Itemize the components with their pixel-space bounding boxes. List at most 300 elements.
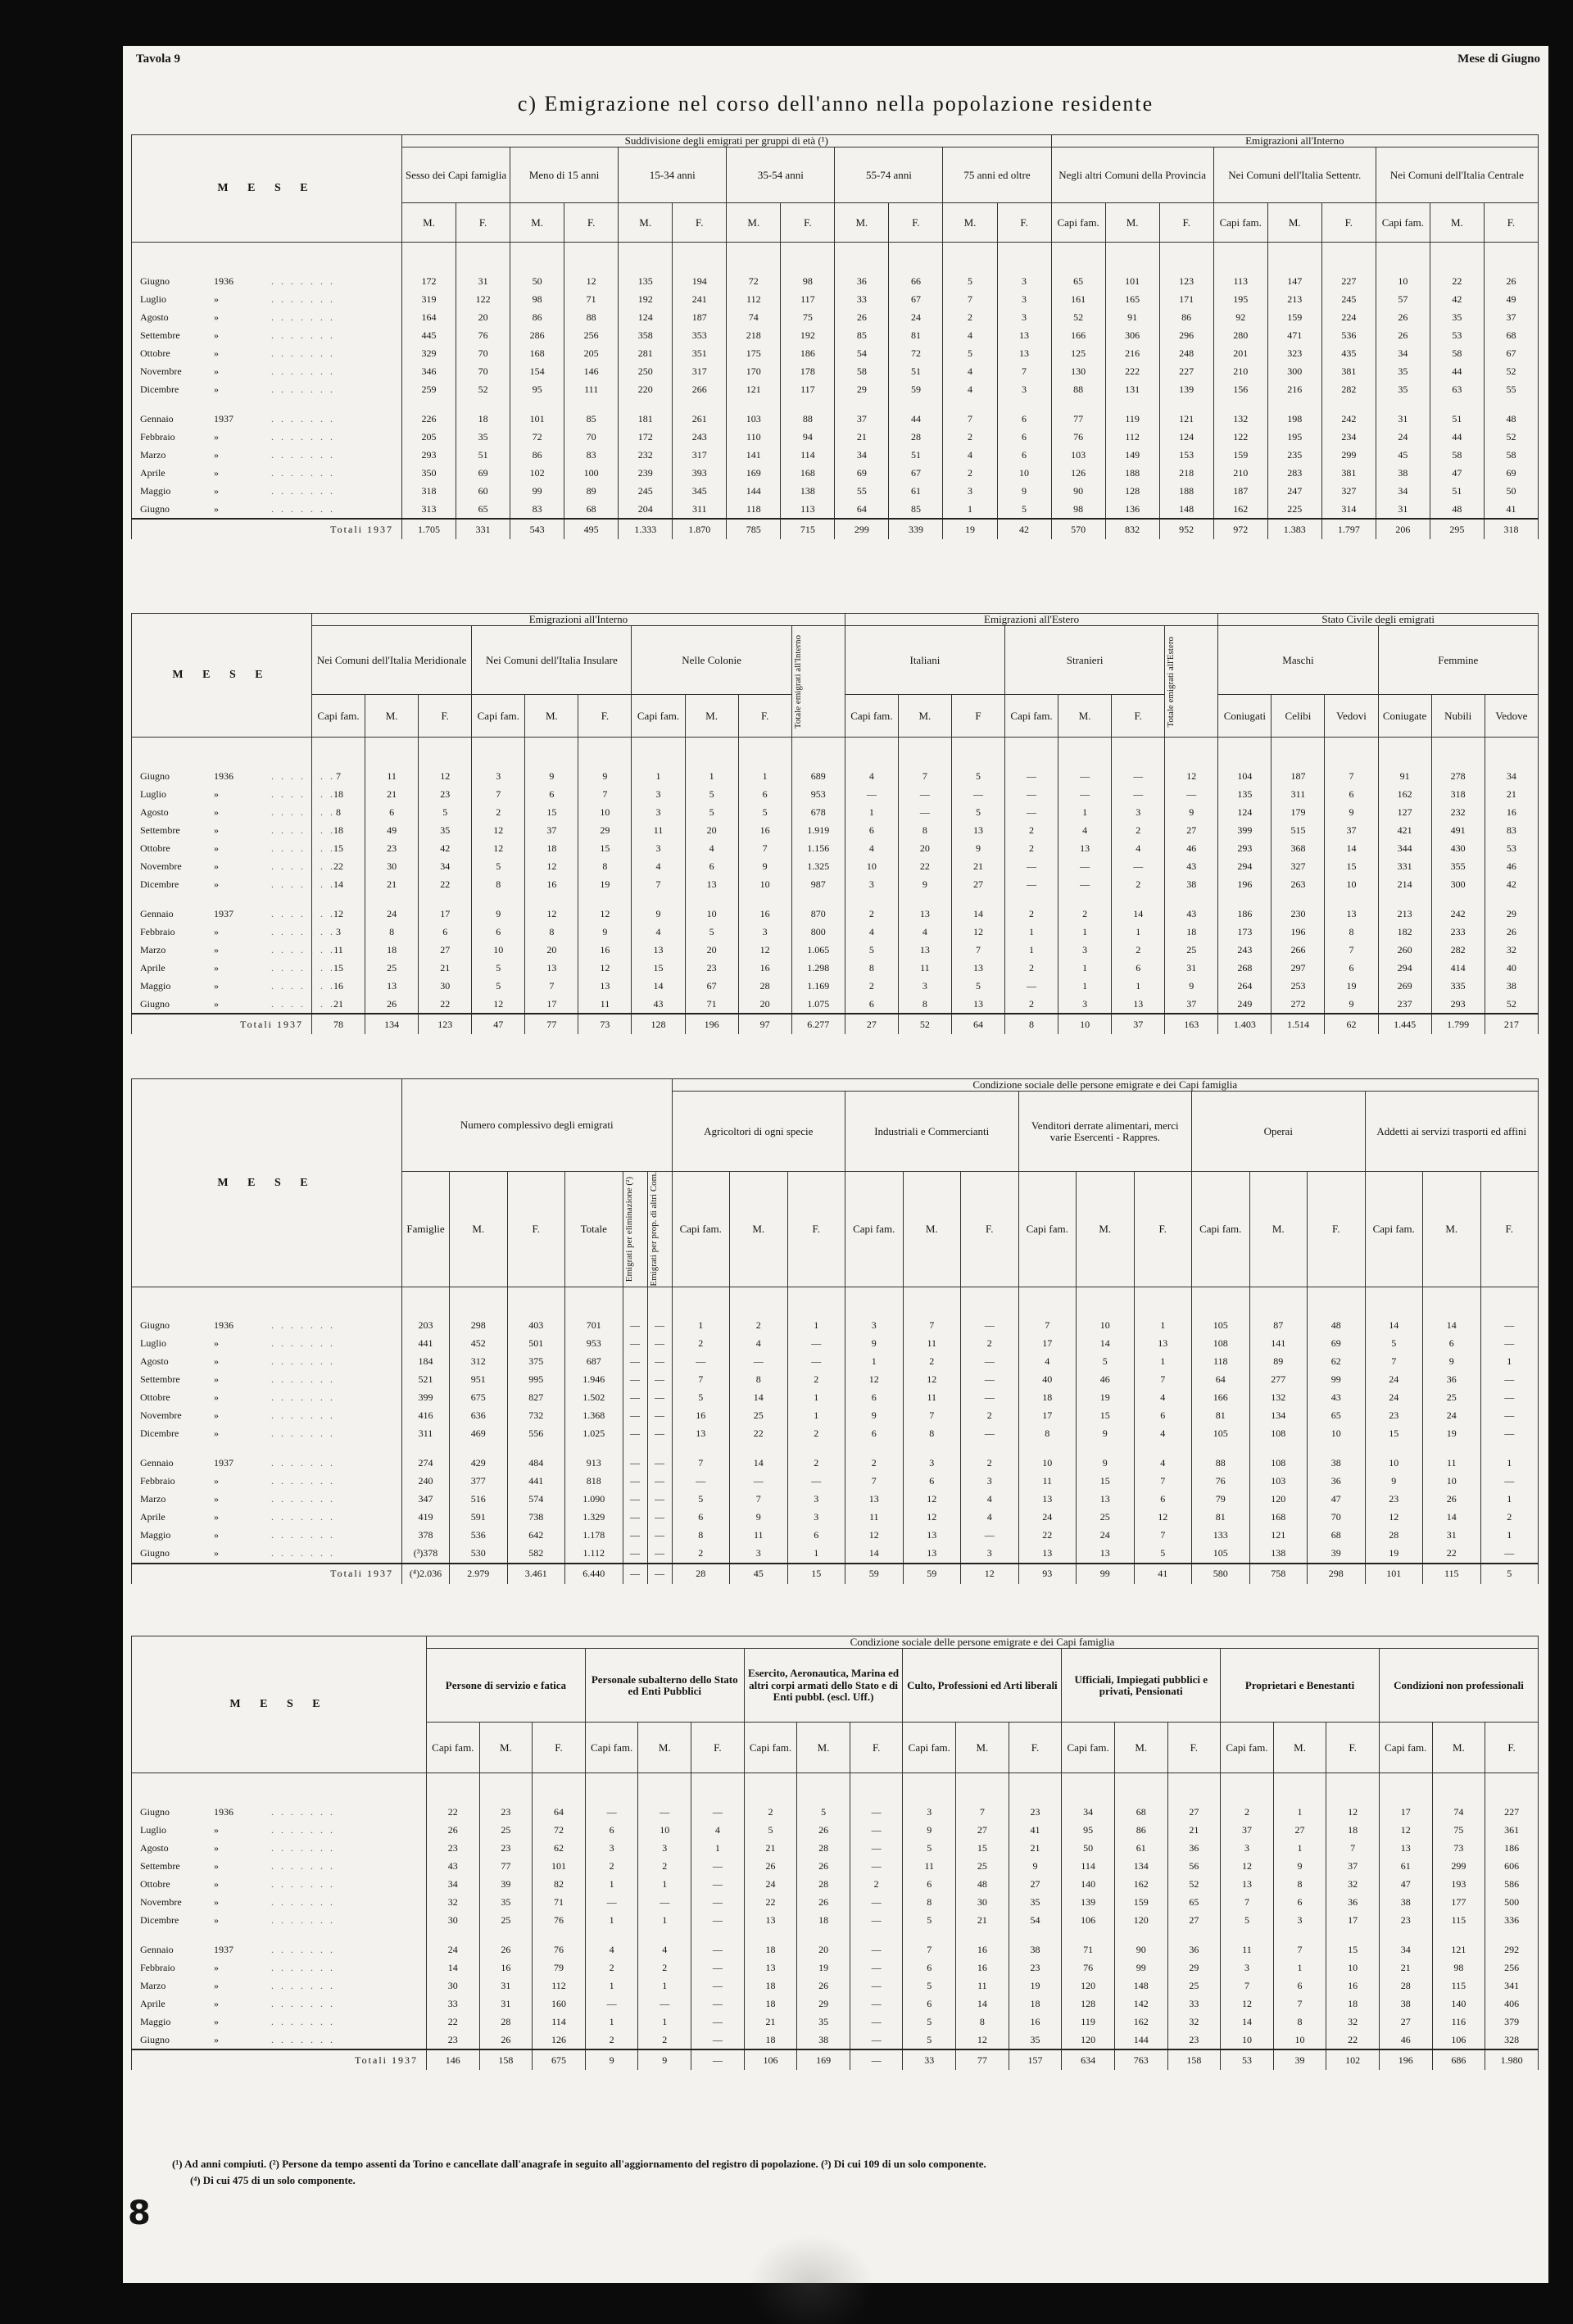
data-cell: 44 [1430,428,1484,446]
data-cell: — [638,1995,691,2013]
data-cell: 10 [1423,1473,1481,1491]
data-cell: 6 [1423,1335,1481,1353]
subheader-cell: M. [727,203,781,243]
category-header: Personale subalterno dello Stato ed Enti Pubblici [585,1649,744,1723]
data-cell: 2 [1005,995,1058,1014]
total-internal-header: Totale emigrati all'Interno [791,626,845,738]
data-cell: 484 [507,1455,565,1473]
data-cell: 23 [685,959,738,977]
subheader-cell: Emigrati per eliminazione (²) [623,1172,647,1287]
table-row [132,1839,1539,1857]
data-cell: 112 [533,1977,586,1995]
data-cell: 28 [479,2013,533,2031]
data-cell: 132 [1249,1389,1308,1407]
data-cell: 27 [956,1821,1009,1839]
data-cell: 103 [1051,446,1105,464]
data-cell: 131 [1105,380,1159,398]
data-cell: 37 [835,410,889,428]
month-label: Agosto » . . . . . . . [132,1839,427,1857]
age-header: 35-54 anni [727,148,835,203]
data-cell: 147 [1267,272,1321,290]
data-cell: 278 [1431,767,1485,785]
data-cell: 19 [1077,1389,1135,1407]
data-cell: 2 [472,803,525,821]
data-cell: 9 [1273,1857,1326,1875]
spacer-cell [619,243,673,273]
data-cell: 10 [1365,1455,1423,1473]
month-label: Aprile » . . . . . . . [132,1995,427,2013]
data-cell: 13 [1112,995,1165,1014]
data-cell: 156 [1213,380,1267,398]
spacer-cell [1376,243,1430,273]
subheader-cell: M. [730,1172,788,1287]
data-cell: 12 [1379,1821,1432,1839]
total-cell: 952 [1159,519,1213,539]
data-cell: 18 [1018,1389,1077,1407]
data-cell: 86 [510,446,564,464]
data-cell: — [787,1335,845,1353]
data-cell: 8 [1273,2013,1326,2031]
data-cell: 9 [525,767,578,785]
total-cell: 12 [961,1564,1019,1584]
data-cell: 8 [578,857,632,875]
data-cell: 76 [456,326,510,344]
table-row [132,959,1539,977]
data-cell: 13 [903,1527,961,1545]
data-cell: 81 [1192,1407,1250,1425]
data-cell: 16 [578,941,632,959]
data-cell: 399 [1218,821,1272,839]
data-cell: 452 [450,1335,508,1353]
data-cell: 1 [1480,1527,1539,1545]
data-cell: 26 [835,308,889,326]
data-cell: 3 [961,1473,1019,1491]
spacer-cell [898,738,951,768]
data-cell: — [623,1509,647,1527]
data-cell: 227 [1321,272,1376,290]
social-condition-header: Condizione sociale delle persone emigrate e dei Capi famiglia [427,1636,1539,1649]
data-cell: 582 [507,1545,565,1564]
spacer-cell [951,893,1004,905]
data-cell: — [672,1473,730,1491]
data-cell: 827 [507,1389,565,1407]
spacer-cell [479,1929,533,1940]
total-cell: 134 [365,1014,419,1034]
data-cell: 226 [402,410,456,428]
data-cell: 62 [533,1839,586,1857]
spacer-cell [1480,1287,1539,1317]
data-cell: 240 [402,1473,450,1491]
data-cell: 232 [619,446,673,464]
table-row [132,1509,1539,1527]
data-cell: 687 [565,1353,623,1371]
data-cell: 144 [727,482,781,500]
data-cell: 11 [903,1389,961,1407]
data-cell: 192 [781,326,835,344]
data-cell: 108 [1249,1425,1308,1443]
table-age-groups [131,134,1539,539]
data-cell: 5 [419,803,472,821]
data-cell: 19 [1423,1425,1481,1443]
data-cell: 35 [479,1893,533,1911]
data-cell: 95 [510,380,564,398]
data-cell: — [1005,785,1058,803]
data-cell: 79 [533,1959,586,1977]
data-cell: 335 [1431,977,1485,995]
data-cell: 953 [565,1335,623,1353]
data-cell: 6 [472,923,525,941]
table-row [132,272,1539,290]
spacer-cell [132,398,402,410]
data-cell: 11 [1221,1940,1274,1959]
data-cell: 586 [1485,1875,1539,1893]
data-cell: 8 [903,1425,961,1443]
data-cell: 3 [845,875,898,893]
month-label: Dicembre » . . . . . . . [132,875,312,893]
data-cell: 435 [1321,344,1376,362]
totals-label: Totali 1937 [132,1014,312,1034]
data-cell: 299 [1432,1857,1485,1875]
data-cell: — [961,1317,1019,1335]
data-cell: 12 [472,839,525,857]
month-label: Maggio » . . . . . . . [132,1527,402,1545]
data-cell: 15 [1325,857,1378,875]
data-cell: 2 [638,2031,691,2049]
data-cell: — [623,1425,647,1443]
data-cell: 164 [402,308,456,326]
data-cell: — [623,1353,647,1371]
data-cell: 34 [835,446,889,464]
data-cell: 4 [961,1509,1019,1527]
data-cell: 86 [510,308,564,326]
data-cell: 8 [903,1893,956,1911]
data-cell: 110 [727,428,781,446]
data-cell: 227 [1159,362,1213,380]
data-cell: 18 [1009,1995,1062,2013]
spacer-cell [1432,1929,1485,1940]
data-cell: 85 [835,326,889,344]
data-cell: 377 [450,1473,508,1491]
data-cell: 469 [450,1425,508,1443]
category-header: Industriali e Commercianti [845,1092,1019,1172]
subheader-cell: M. [479,1723,533,1773]
data-cell: 4 [961,1491,1019,1509]
data-cell: 99 [1114,1959,1167,1977]
spacer-cell [1221,1773,1274,1804]
data-cell: 37 [1484,308,1538,326]
data-cell: 6 [903,1995,956,2013]
data-cell: 3 [997,272,1051,290]
spacer-cell [456,398,510,410]
data-cell: 5 [903,1911,956,1929]
data-cell: 1 [638,1911,691,1929]
data-cell: — [1480,1545,1539,1564]
data-cell: 87 [1249,1317,1308,1335]
data-cell: 7 [1326,1839,1380,1857]
month-label: Giugno 1936 . . . . . . . [132,1803,427,1821]
data-cell: 13 [951,959,1004,977]
data-cell: 57 [1376,290,1430,308]
data-cell: 68 [564,500,619,519]
data-cell: 314 [1321,500,1376,519]
total-cell: 19 [943,519,997,539]
data-cell: — [1058,857,1112,875]
data-cell: 7 [525,977,578,995]
spacer-cell [472,738,525,768]
month-heading: Mese di Giugno [1457,52,1540,66]
data-cell: 260 [1378,941,1431,959]
table-row [132,2013,1539,2031]
data-cell: 21 [1379,1959,1432,1977]
table-row [132,857,1539,875]
subheader-cell: F. [419,695,472,738]
data-cell: 430 [1431,839,1485,857]
totals-label: Totali 1937 [132,519,402,539]
data-cell: 9 [1165,977,1218,995]
table-row [132,1893,1539,1911]
spacer-cell [1485,738,1538,768]
data-cell: 26 [744,1857,797,1875]
table-body [132,1773,1539,2071]
data-cell: 6 [1134,1491,1192,1509]
subheader-cell: F. [1134,1172,1192,1287]
spacer-cell [835,243,889,273]
data-cell: 12 [1365,1509,1423,1527]
data-cell: 47 [1379,1875,1432,1893]
total-cell: 97 [738,1014,791,1034]
data-cell: 227 [1485,1803,1539,1821]
subheader-cell: F. [1167,1723,1221,1773]
table-row [132,1455,1539,1473]
spacer-cell [132,1443,402,1455]
subheader-cell: Celibi [1272,695,1325,738]
data-cell: 15 [956,1839,1009,1857]
data-cell: 11 [1018,1473,1077,1491]
spacer-cell [1267,398,1321,410]
total-cell: 158 [479,2049,533,2070]
data-cell: 1 [585,2013,638,2031]
table-row [132,803,1539,821]
data-cell: 6 [672,1509,730,1527]
data-cell: 1 [1058,977,1112,995]
data-cell: 39 [479,1875,533,1893]
data-cell: 38 [1009,1940,1062,1959]
data-cell: — [647,1389,672,1407]
spacer-cell [1485,1929,1539,1940]
data-cell: 48 [1430,500,1484,519]
data-cell: 6 [685,857,738,875]
data-cell: 12 [845,1527,904,1545]
data-cell: 50 [1484,482,1538,500]
table-row [132,1407,1539,1425]
data-cell: 18 [365,941,419,959]
data-cell: 79 [1192,1491,1250,1509]
data-cell: 16 [956,1940,1009,1959]
data-cell: 5 [951,803,1004,821]
data-cell: — [1480,1335,1539,1353]
data-cell: 11 [365,767,419,785]
spacer-cell [525,893,578,905]
data-cell: — [1005,857,1058,875]
data-cell: 225 [1267,500,1321,519]
data-cell: — [691,1803,745,1821]
data-cell: 2 [672,1545,730,1564]
category-header: Ufficiali, Impiegati pubblici e privati, Pensionati [1062,1649,1221,1723]
total-cell: 9 [585,2049,638,2070]
spacer-cell [623,1287,647,1317]
spacer-cell [623,1443,647,1455]
data-cell: 1 [638,2013,691,2031]
spacer-cell [132,243,402,273]
data-cell: 1 [632,767,685,785]
data-cell: 165 [1105,290,1159,308]
spacer-cell [943,398,997,410]
destination-header: Nei Comuni dell'Italia Settentr. [1213,148,1376,203]
spacer-cell [1005,893,1058,905]
data-cell: 15 [312,839,365,857]
data-cell: 126 [1051,464,1105,482]
data-cell: 9 [1077,1425,1135,1443]
data-cell: 83 [564,446,619,464]
data-cell: 40 [1485,959,1538,977]
data-cell: — [647,1317,672,1335]
data-cell: 76 [533,1911,586,1929]
data-cell: 13 [744,1959,797,1977]
data-cell: 1 [787,1407,845,1425]
table-row [132,464,1539,482]
spacer-cell [1378,738,1431,768]
data-cell: 12 [578,959,632,977]
data-cell: 15 [1077,1473,1135,1491]
data-cell: 139 [1062,1893,1115,1911]
data-cell: — [1005,875,1058,893]
data-cell: 47 [1430,464,1484,482]
data-cell: 269 [1378,977,1431,995]
data-cell: 6 [903,1473,961,1491]
total-cell: 972 [1213,519,1267,539]
totals-label: Totali 1937 [132,1564,402,1584]
data-cell: 2 [1005,839,1058,857]
spacer-cell [510,398,564,410]
data-cell: 313 [402,500,456,519]
data-cell: 26 [1376,308,1430,326]
spacer-cell [565,1287,623,1317]
total-cell: 543 [510,519,564,539]
data-cell: 12 [472,995,525,1014]
data-cell: 230 [1272,905,1325,923]
data-cell: 41 [1484,500,1538,519]
data-cell: 12 [578,905,632,923]
spacer-cell [845,1287,904,1317]
data-cell: 64 [1192,1371,1250,1389]
data-cell: 1 [1112,923,1165,941]
data-cell: 196 [1272,923,1325,941]
data-cell: 138 [1249,1545,1308,1564]
data-cell: 13 [898,941,951,959]
table-row [132,821,1539,839]
total-foreign-header: Totale emigrati all'Estero [1165,626,1218,738]
data-cell: 86 [1114,1821,1167,1839]
data-cell: 205 [564,344,619,362]
data-cell: 35 [797,2013,850,2031]
data-cell: 51 [1430,410,1484,428]
data-cell: 274 [402,1455,450,1473]
data-cell: 1 [943,500,997,519]
data-cell: 1 [787,1317,845,1335]
data-cell: 65 [1051,272,1105,290]
data-cell: 319 [402,290,456,308]
total-cell: — [850,2049,903,2070]
data-cell: 235 [1267,446,1321,464]
data-cell: 2 [744,1803,797,1821]
data-cell: 141 [1249,1335,1308,1353]
data-cell: 12 [1134,1509,1192,1527]
data-cell: 26 [797,1977,850,1995]
data-cell: 53 [1430,326,1484,344]
data-cell: — [647,1527,672,1545]
data-cell: 159 [1213,446,1267,464]
spacer-cell [564,398,619,410]
data-cell: — [961,1353,1019,1371]
data-cell: 121 [727,380,781,398]
month-label: Novembre » . . . . . . . [132,362,402,380]
data-cell: 121 [1249,1527,1308,1545]
data-cell: 22 [1326,2031,1380,2049]
data-cell: 375 [507,1353,565,1371]
data-cell: 1.025 [565,1425,623,1443]
data-cell: 311 [673,500,727,519]
data-cell: 2 [672,1335,730,1353]
data-cell: 491 [1431,821,1485,839]
spacer-cell [132,893,312,905]
data-cell: 88 [1051,380,1105,398]
data-cell: 1.919 [791,821,845,839]
data-cell: 106 [1062,1911,1115,1929]
data-cell: 186 [781,344,835,362]
data-cell: 172 [619,428,673,446]
total-cell: 37 [1112,1014,1165,1034]
data-cell: 14 [632,977,685,995]
subheader-cell: Vedovi [1325,695,1378,738]
data-cell: 327 [1272,857,1325,875]
category-header: Agricoltori di ogni specie [672,1092,845,1172]
spacer-cell [797,1929,850,1940]
table-row [132,2031,1539,2049]
data-cell: 14 [1423,1317,1481,1335]
table-social-condition-2 [131,1636,1539,2070]
data-cell: 9 [578,767,632,785]
data-cell: 6 [997,428,1051,446]
data-cell: — [1480,1371,1539,1389]
data-cell: — [691,1995,745,2013]
total-cell: 686 [1432,2049,1485,2070]
subheader-cell: F. [507,1172,565,1287]
spacer-cell [738,893,791,905]
total-cell: 9 [638,2049,691,2070]
spacer-cell [1480,1443,1539,1455]
subheader-cell: M. [835,203,889,243]
data-cell: 188 [1105,464,1159,482]
data-cell: 20 [525,941,578,959]
data-cell: 104 [1218,767,1272,785]
data-cell: 7 [943,290,997,308]
data-cell: 10 [997,464,1051,482]
month-label: Gennaio 1937 . . . . . . . [132,1455,402,1473]
data-cell: 2 [943,428,997,446]
data-cell: 170 [727,362,781,380]
data-cell: 8 [1018,1425,1077,1443]
data-cell: — [1480,1473,1539,1491]
